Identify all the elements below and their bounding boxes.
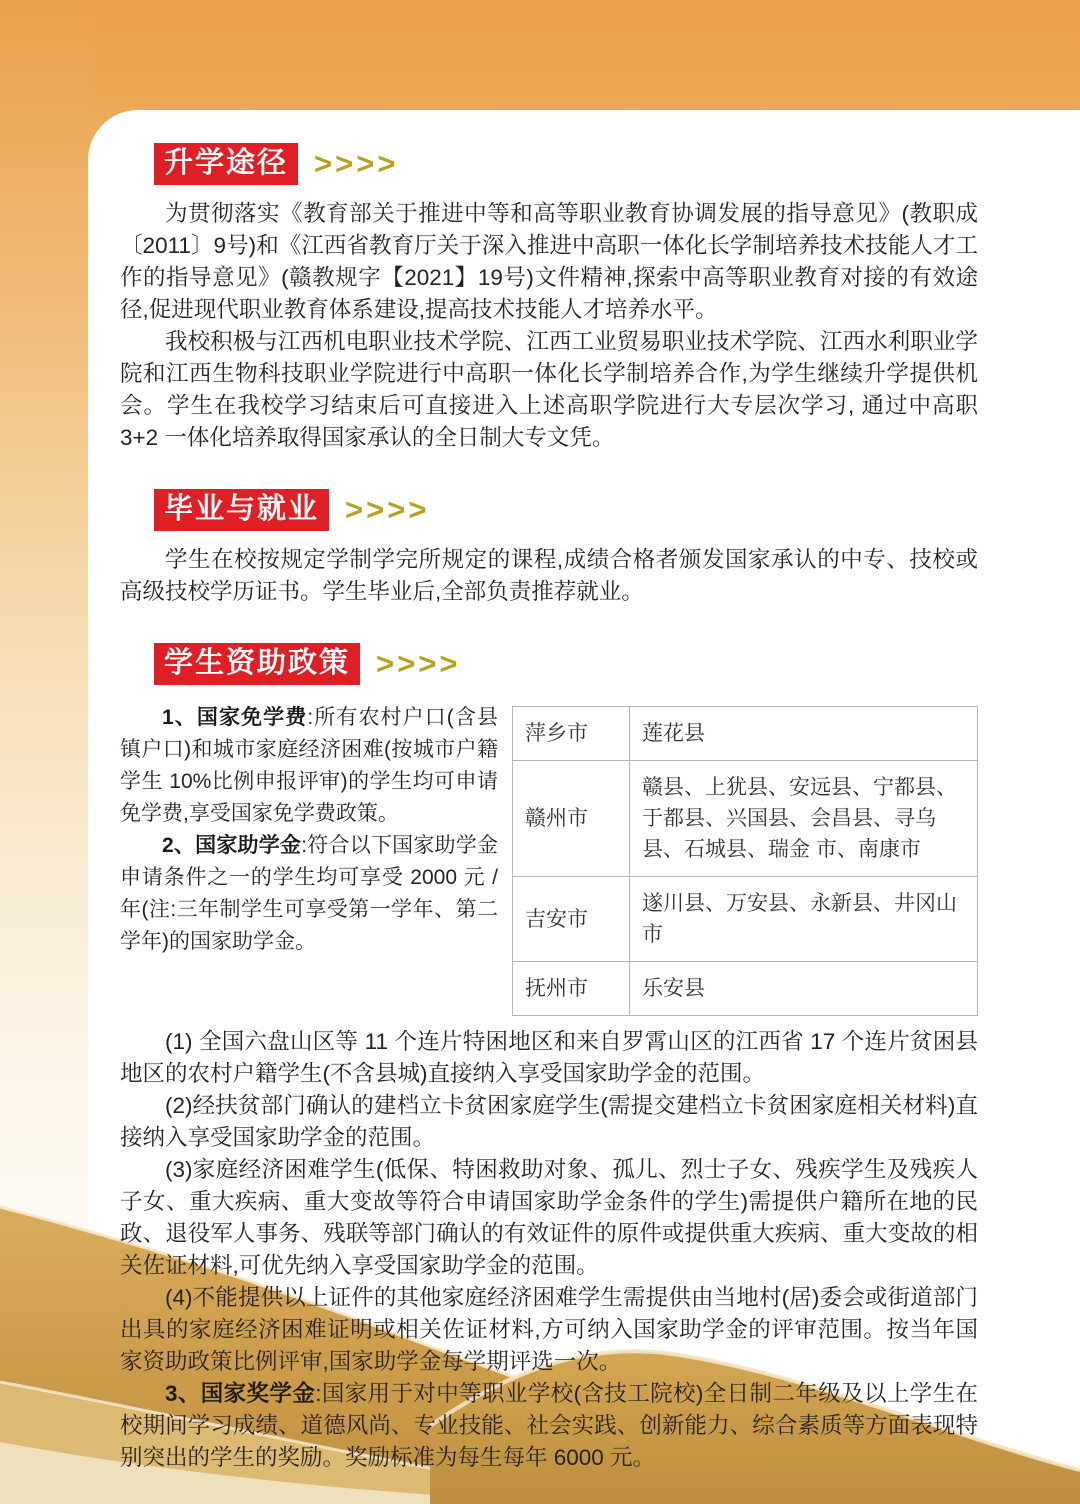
aid-item-2-label: 2、国家助学金 <box>162 834 302 857</box>
table-row <box>513 962 978 1016</box>
employment-badge: 毕业与就业 <box>154 489 329 531</box>
aid-item-2 <box>120 830 498 958</box>
chevron-arrows-icon: >>>> <box>314 146 399 181</box>
counties-cell: 莲花县 <box>630 707 978 761</box>
aid-item-3-label: 3、国家奖学金 <box>165 1381 316 1406</box>
employment-paragraph: 学生在校按规定学制学完所规定的课程,成绩合格者颁发国家承认的中专、技校或高级技校学历证书。学生毕业后,全部负责推荐就业。 <box>120 547 978 604</box>
section-header-promotion <box>120 142 978 186</box>
promotion-paragraph-1: 为贯彻落实《教育部关于推进中等和高等职业教育协调发展的指导意见》(教职成〔2011〕9号)和《江西省教育厅关于深入推进中高职一体化长学制培养技术技能人才工作的指导意见》(赣教规字【2021】19号)文件精神,探索中高等职业教育对接的有效途径,促进现代职业教育体系建设,提高技术技能人才培养水平。 <box>120 201 978 322</box>
table-row <box>513 707 978 761</box>
promotion-badge: 升学途径 <box>154 143 298 185</box>
section-header-aid <box>120 642 978 686</box>
city-cell: 吉安市 <box>513 877 630 962</box>
aid-item-3 <box>120 1378 978 1474</box>
region-table-wrapper <box>512 702 978 1016</box>
city-cell: 抚州市 <box>513 962 630 1016</box>
counties-cell: 乐安县 <box>630 962 978 1016</box>
aid-two-column-area <box>120 702 978 1016</box>
table-row <box>513 877 978 962</box>
aid-item-1-text: :所有农村户口(含县镇户口)和城市家庭经济困难(按城市户籍学生 10%比例申报评审)的学生均可申请免学费,享受国家免学费政策。 <box>120 706 498 825</box>
aid-sub-2: (2)经扶贫部门确认的建档立卡贫困家庭学生(需提交建档立卡贫困家庭相关材料)直接纳入享受国家助学金的范围。 <box>120 1093 978 1150</box>
city-cell: 萍乡市 <box>513 707 630 761</box>
city-cell: 赣州市 <box>513 761 630 877</box>
aid-items-column <box>120 702 498 1016</box>
aid-item-2-text: :符合以下国家助学金申请条件之一的学生均可享受 2000 元 / 年(注:三年制学生可享受第一学年、第二学年)的国家助学金。 <box>120 834 498 953</box>
aid-item-3-text: :国家用于对中等职业学校(含技工院校)全日制二年级及以上学生在校期间学习成绩、道德风尚、专业技能、社会实践、创新能力、综合素质等方面表现特别突出的学生的奖励。奖励标准为每生每年 6000 元。 <box>120 1381 978 1470</box>
promotion-paragraph-2: 我校积极与江西机电职业技术学院、江西工业贸易职业技术学院、江西水利职业学院和江西生物科技职业学院进行中高职一体化长学制培养合作,为学生继续升学提供机会。学生在我校学习结束后可直接进入上述高职学院进行大专层次学习, 通过中高职 3+2 一体化培养取得国家承认的全日制大专文凭。 <box>120 329 978 450</box>
chevron-arrows-icon: >>>> <box>345 492 430 527</box>
aid-sub-3: (3)家庭经济困难学生(低保、特困救助对象、孤儿、烈士子女、残疾学生及残疾人子女、重大疾病、重大变故等符合申请国家助学金条件的学生)需提供户籍所在地的民政、退役军人事务、残联等部门确认的有效证件的原件或提供重大疾病、重大变故的相关佐证材料,可优先纳入享受国家助学金的范围。 <box>120 1157 978 1278</box>
chevron-arrows-icon: >>>> <box>376 646 461 681</box>
aid-item-1-label: 1、国家免学费 <box>162 706 308 729</box>
content-area <box>120 0 978 1504</box>
aid-sub-1: (1) 全国六盘山区等 11 个连片特困地区和来自罗霄山区的江西省 17 个连片贫困县地区的农村户籍学生(不含县城)直接纳入享受国家助学金的范围。 <box>120 1029 978 1086</box>
aid-item-1 <box>120 702 498 830</box>
counties-cell: 赣县、上犹县、安远县、宁都县、于都县、兴国县、会昌县、寻乌县、石城县、瑞金 市、南康市 <box>630 761 978 877</box>
section-header-employment <box>120 488 978 532</box>
aid-sub-4: (4)不能提供以上证件的其他家庭经济困难学生需提供由当地村(居)委会或街道部门出具的家庭经济困难证明或相关佐证材料,方可纳入国家助学金的评审范围。按当年国家资助政策比例评审,国家助学金每学期评选一次。 <box>120 1285 978 1374</box>
region-table <box>512 706 978 1016</box>
aid-badge: 学生资助政策 <box>154 643 360 685</box>
table-row <box>513 761 978 877</box>
counties-cell: 遂川县、万安县、永新县、井冈山市 <box>630 877 978 962</box>
